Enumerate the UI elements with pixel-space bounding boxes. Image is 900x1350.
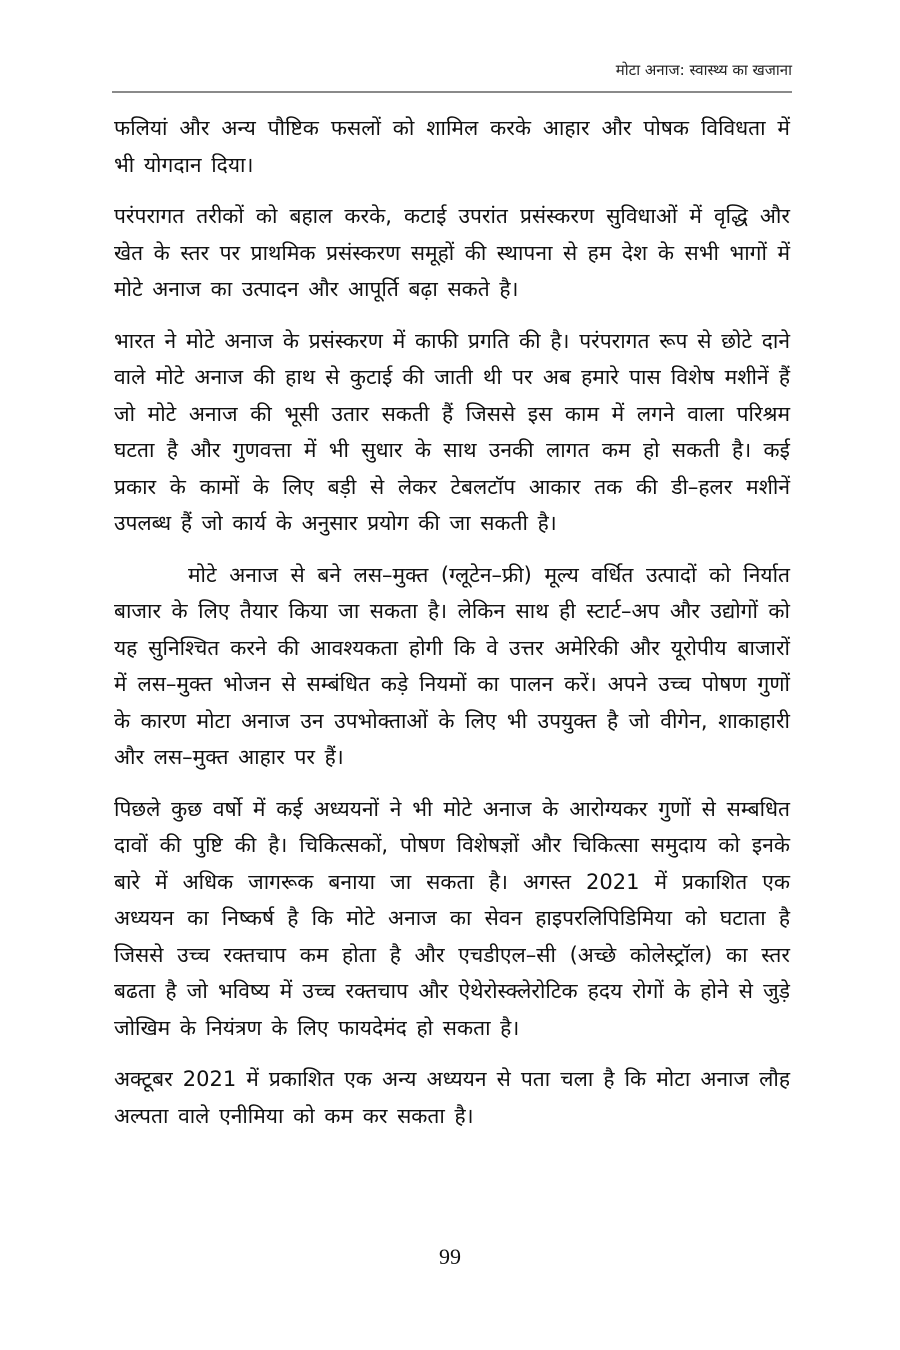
running-header-title: मोटा अनाज: स्वास्थ्य का खजाना — [615, 61, 792, 79]
page-number: 99 — [439, 1244, 461, 1269]
paragraph-2: परंपरागत तरीकों को बहाल करके, कटाई उपरांत प्रसंस्करण सुविधाओं में वृद्धि और खेत के स्तर पर प्राथमिक प्रसंस्करण समूहों की स्थापना से हम देश के सभी भागों में मोटे अनाज का उत्पादन और आपूर्ति बढ़ा सकते है। — [114, 204, 790, 301]
paragraph-5: पिछले कुछ वर्षो में कई अध्ययनों ने भी मोटे अनाज के आरोग्यकर गुणों से सम्बधित दावों की पुष्टि की है। चिकित्सकों, पोषण विशेषज्ञों और चिकित्सा समुदाय को इनके बारे में अधिक जागरूक बनाया जा सकता है। अगस्त 2021 में प्रकाशित एक अध्ययन का निष्कर्ष है कि मोटे अनाज का सेवन हाइपरलिपिडिमिया को घटाता है जिससे उच्च रक्तचाप कम होता है और एचडीएल–सी (अच्छे कोलेस्ट्रॉल) का स्तर बढता है जो भविष्य में उच्च रक्तचाप और ऐथेरोस्क्लेरोटिक हदय रोगों के होने से जुड़े जोखिम के नियंत्रण के लिए फायदेमंद हो सकता है। — [114, 796, 790, 1040]
header-divider — [112, 91, 792, 93]
paragraph-6: अक्टूबर 2021 में प्रकाशित एक अन्य अध्ययन से पता चला है कि मोटा अनाज लौह अल्पता वाले एनीमिया को कम कर सकता है। — [114, 1067, 790, 1128]
paragraph-3: भारत ने मोटे अनाज के प्रसंस्करण में काफी प्रगति की है। परंपरागत रूप से छोटे दाने वाले मोटे अनाज की हाथ से कुटाई की जाती थी पर अब हमारे पास विशेष मशीनें हैं जो मोटे अनाज की भूसी उतार सकती हैं जिससे इस काम में लगने वाला परिश्रम घटता है और गुणवत्ता में भी सुधार के साथ उनकी लागत कम हो सकती है। कई प्रकार के कामों के लिए बड़ी से लेकर टेबलटॉप आकार तक की डी–हलर मशीनें उपलब्ध हैं जो कार्य के अनुसार प्रयोग की जा सकती है। — [114, 328, 790, 535]
page-body — [114, 110, 790, 1149]
paragraph-4: मोटे अनाज से बने लस–मुक्त (ग्लूटेन–फ्री) मूल्य वर्धित उत्पादों को निर्यात बाजार के लिए तैयार किया जा सकता है। लेकिन साथ ही स्टार्ट–अप और उद्योगों को यह सुनिश्चित करने की आवश्यकता होगी कि वे उत्तर अमेरिकी और यूरोपीय बाजारों में लस–मुक्त भोजन से सम्बंधित कड़े नियमों का पालन करें। अपने उच्च पोषण गुणों के कारण मोटा अनाज उन उपभोक्ताओं के लिए भी उपयुक्त है जो वीगेन, शाकाहारी और लस–मुक्त आहार पर हैं। — [114, 562, 790, 769]
paragraph-1: फलियां और अन्य पौष्टिक फसलों को शामिल करके आहार और पोषक विविधता में भी योगदान दिया। — [114, 116, 790, 177]
